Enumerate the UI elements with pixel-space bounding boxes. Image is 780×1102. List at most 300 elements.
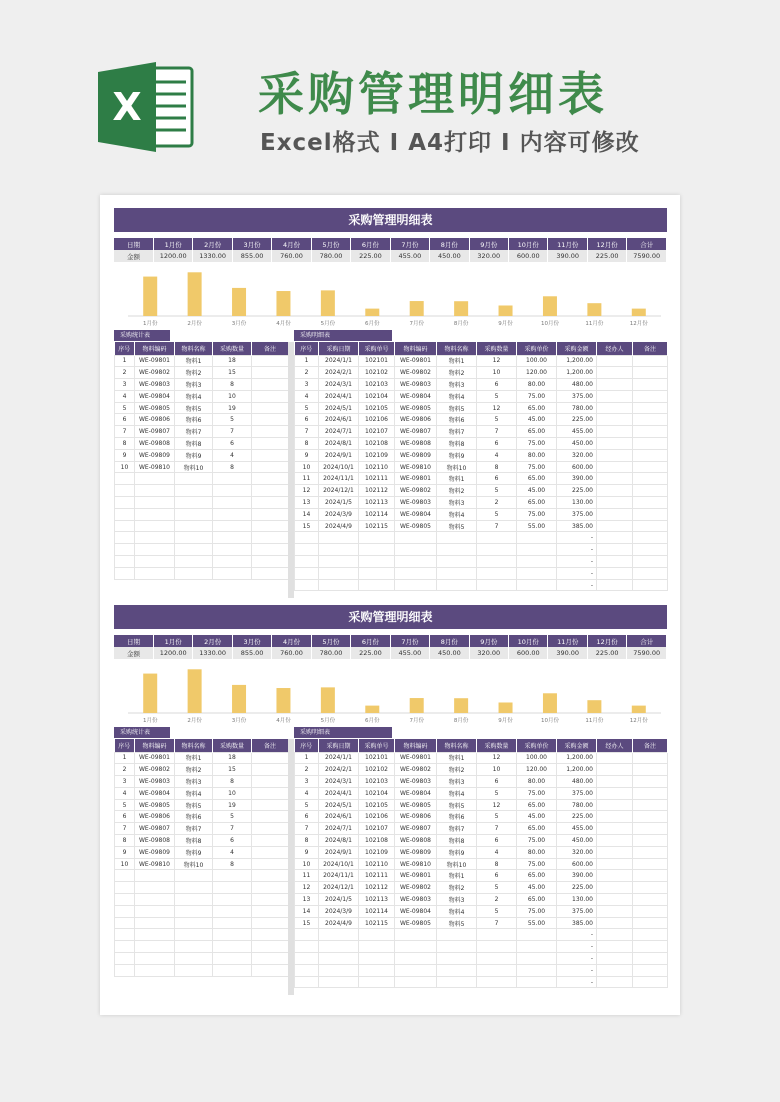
detail-cell: 120.00 — [517, 367, 557, 379]
detail-cell — [633, 835, 668, 847]
detail-cell — [633, 367, 668, 379]
detail-cell — [597, 905, 633, 917]
detail-cell: WE-09810 — [395, 461, 437, 473]
sheet-page-1 — [114, 208, 667, 598]
stats-cell — [252, 402, 289, 414]
stats-row — [115, 473, 289, 485]
detail-cell: 385.00 — [557, 917, 597, 929]
detail-cell: 102105 — [359, 402, 395, 414]
detail-cell: WE-09807 — [395, 823, 437, 835]
stats-cell: 物料9 — [175, 846, 213, 858]
stats-cell — [252, 870, 289, 882]
stats-cell: 15 — [213, 764, 252, 776]
chart-bar — [188, 669, 202, 713]
detail-cell — [517, 556, 557, 568]
stats-row — [115, 776, 289, 788]
stats-cell — [135, 497, 175, 509]
chart-bar — [276, 291, 290, 316]
detail-header-cell: 经办人 — [597, 342, 633, 355]
stats-cell — [252, 532, 289, 544]
stats-cell — [252, 567, 289, 579]
stats-cell — [252, 799, 289, 811]
detail-cell: WE-09805 — [395, 799, 437, 811]
detail-cell — [633, 953, 668, 965]
stats-row — [115, 390, 289, 402]
stats-cell: 3 — [115, 379, 135, 391]
detail-cell — [295, 579, 319, 591]
detail-cell: 物料2 — [437, 367, 477, 379]
detail-cell — [597, 799, 633, 811]
detail-cell: 102102 — [359, 367, 395, 379]
detail-cell: 75.00 — [517, 508, 557, 520]
detail-cell: 2024/10/1 — [319, 858, 359, 870]
detail-cell: 5 — [295, 402, 319, 414]
chart-tick-label: 8月份 — [453, 718, 469, 724]
detail-cell: 2024/8/1 — [319, 835, 359, 847]
stats-cell — [175, 473, 213, 485]
detail-row — [295, 426, 668, 438]
stats-cell — [252, 941, 289, 953]
detail-cell: 6 — [477, 870, 517, 882]
stats-cell — [213, 473, 252, 485]
detail-cell: 455.00 — [557, 426, 597, 438]
chart-bar — [232, 685, 246, 713]
detail-cell — [597, 953, 633, 965]
detail-cell: 物料1 — [437, 870, 477, 882]
chart-tick-label: 8月份 — [453, 321, 469, 327]
chart-bar — [410, 698, 424, 713]
chart-bar — [499, 702, 513, 713]
detail-cell: WE-09804 — [395, 508, 437, 520]
detail-cell — [359, 567, 395, 579]
detail-cell — [477, 953, 517, 965]
stats-header-cell: 采购数量 — [213, 342, 252, 355]
stats-cell: 10 — [115, 858, 135, 870]
detail-cell: 7 — [477, 917, 517, 929]
stats-cell: 2 — [115, 764, 135, 776]
chart-bar — [188, 272, 202, 316]
detail-cell — [319, 929, 359, 941]
detail-cell — [359, 544, 395, 556]
stats-cell: 5 — [115, 799, 135, 811]
chart-tick-label: 10月份 — [540, 718, 559, 724]
stats-cell — [252, 485, 289, 497]
detail-cell: 8 — [295, 835, 319, 847]
detail-cell: 375.00 — [557, 905, 597, 917]
stats-cell: 4 — [115, 787, 135, 799]
detail-cell: 130.00 — [557, 497, 597, 509]
detail-cell: 10 — [295, 858, 319, 870]
stats-row — [115, 917, 289, 929]
detail-cell: 75.00 — [517, 835, 557, 847]
stats-header-cell: 物料编码 — [135, 739, 175, 752]
stats-cell: 物料2 — [175, 764, 213, 776]
detail-cell: 物料9 — [437, 846, 477, 858]
detail-header-cell: 备注 — [633, 342, 668, 355]
detail-cell: 6 — [477, 438, 517, 450]
detail-cell: 2024/1/1 — [319, 752, 359, 764]
stats-cell — [135, 556, 175, 568]
detail-cell — [437, 579, 477, 591]
month-amount-cell: 455.00 — [390, 647, 429, 659]
detail-cell: 5 — [295, 799, 319, 811]
stats-row — [115, 823, 289, 835]
detail-cell — [597, 835, 633, 847]
month-amount-cell: 855.00 — [232, 647, 271, 659]
stats-cell: WE-09809 — [135, 846, 175, 858]
detail-cell: - — [557, 544, 597, 556]
stats-cell: WE-09810 — [135, 858, 175, 870]
stats-cell: 5 — [213, 414, 252, 426]
detail-row — [295, 402, 668, 414]
month-amount-cell: 600.00 — [509, 250, 548, 262]
detail-row — [295, 485, 668, 497]
detail-cell — [633, 414, 668, 426]
month-header-cell: 5月份 — [311, 635, 350, 647]
stats-cell — [135, 485, 175, 497]
detail-cell — [319, 941, 359, 953]
stats-cell — [115, 485, 135, 497]
detail-cell: 11 — [295, 870, 319, 882]
sheet-banner: 采购管理明细表 — [114, 605, 667, 629]
stats-row — [115, 567, 289, 579]
detail-cell: 225.00 — [557, 414, 597, 426]
detail-cell: 75.00 — [517, 461, 557, 473]
detail-cell: 80.00 — [517, 846, 557, 858]
detail-cell: 320.00 — [557, 846, 597, 858]
detail-row — [295, 752, 668, 764]
chart-tick-label: 1月份 — [142, 321, 158, 327]
detail-cell — [633, 355, 668, 367]
detail-header-cell: 采购金额 — [557, 342, 597, 355]
detail-cell — [633, 929, 668, 941]
stats-row — [115, 835, 289, 847]
detail-cell: WE-09804 — [395, 905, 437, 917]
detail-cell: 102106 — [359, 414, 395, 426]
detail-cell — [633, 497, 668, 509]
detail-cell: WE-09808 — [395, 835, 437, 847]
detail-cell: 480.00 — [557, 776, 597, 788]
stats-cell — [252, 787, 289, 799]
detail-cell: WE-09801 — [395, 355, 437, 367]
stats-cell: 物料8 — [175, 438, 213, 450]
detail-cell — [633, 752, 668, 764]
sheet-banner: 采购管理明细表 — [114, 208, 667, 232]
detail-cell — [477, 544, 517, 556]
detail-row — [295, 379, 668, 391]
detail-cell — [633, 799, 668, 811]
detail-cell — [437, 964, 477, 976]
stats-cell — [213, 497, 252, 509]
detail-cell: 物料4 — [437, 508, 477, 520]
month-amount-cell: 金额 — [114, 647, 153, 659]
month-amount-cell: 7590.00 — [627, 647, 667, 659]
detail-cell — [633, 461, 668, 473]
month-header-cell: 1月份 — [153, 635, 192, 647]
detail-cell — [437, 556, 477, 568]
detail-cell — [597, 964, 633, 976]
chart-tick-label: 2月份 — [187, 718, 202, 724]
detail-cell — [633, 485, 668, 497]
month-header-cell: 9月份 — [469, 238, 508, 250]
detail-header-cell: 备注 — [633, 739, 668, 752]
detail-cell — [633, 379, 668, 391]
detail-cell — [597, 929, 633, 941]
stats-cell: 物料1 — [175, 355, 213, 367]
stats-cell: 7 — [115, 823, 135, 835]
detail-cell: 65.00 — [517, 823, 557, 835]
detail-cell: 1 — [295, 752, 319, 764]
detail-cell: 120.00 — [517, 764, 557, 776]
stats-cell: WE-09804 — [135, 787, 175, 799]
detail-cell — [319, 579, 359, 591]
stats-cell — [213, 544, 252, 556]
detail-cell — [633, 846, 668, 858]
detail-cell — [517, 544, 557, 556]
detail-cell: 65.00 — [517, 473, 557, 485]
detail-cell: 2024/9/1 — [319, 846, 359, 858]
detail-row — [295, 976, 668, 988]
detail-cell — [633, 894, 668, 906]
stats-cell — [175, 929, 213, 941]
detail-cell: WE-09802 — [395, 882, 437, 894]
detail-cell: WE-09802 — [395, 367, 437, 379]
stats-row — [115, 497, 289, 509]
stats-header-cell: 序号 — [115, 739, 135, 752]
excel-logo-icon — [98, 62, 196, 152]
stats-cell: WE-09808 — [135, 835, 175, 847]
detail-header-cell: 物料编码 — [395, 342, 437, 355]
stats-cell: 物料10 — [175, 858, 213, 870]
month-header-cell: 6月份 — [351, 635, 390, 647]
stats-table-title: 采购统计表 — [114, 330, 170, 341]
detail-cell: 390.00 — [557, 870, 597, 882]
stats-cell — [175, 894, 213, 906]
detail-cell — [437, 941, 477, 953]
stats-cell — [252, 764, 289, 776]
stats-cell — [252, 752, 289, 764]
detail-cell — [633, 964, 668, 976]
stats-cell: 物料4 — [175, 787, 213, 799]
detail-cell: 102103 — [359, 776, 395, 788]
detail-cell: WE-09801 — [395, 473, 437, 485]
stats-table-title: 采购统计表 — [114, 727, 170, 738]
detail-cell: 10 — [477, 367, 517, 379]
detail-row — [295, 520, 668, 532]
detail-cell: 物料4 — [437, 787, 477, 799]
detail-cell — [597, 379, 633, 391]
detail-cell: 4 — [477, 449, 517, 461]
stats-cell — [175, 870, 213, 882]
detail-cell: WE-09806 — [395, 414, 437, 426]
detail-row — [295, 905, 668, 917]
detail-cell — [597, 870, 633, 882]
detail-cell — [295, 929, 319, 941]
stats-cell — [175, 905, 213, 917]
detail-cell: 375.00 — [557, 787, 597, 799]
stats-cell — [252, 508, 289, 520]
detail-row — [295, 917, 668, 929]
stats-row — [115, 953, 289, 965]
detail-row — [295, 355, 668, 367]
detail-cell — [597, 544, 633, 556]
chart-tick-label: 4月份 — [276, 321, 291, 327]
detail-table-title: 采购明细表 — [294, 727, 392, 738]
stats-cell: 19 — [213, 402, 252, 414]
stats-table — [114, 342, 289, 580]
stats-cell — [175, 917, 213, 929]
detail-header-cell: 采购数量 — [477, 739, 517, 752]
stats-cell — [115, 508, 135, 520]
detail-cell: 2024/6/1 — [319, 811, 359, 823]
stats-cell — [252, 894, 289, 906]
stats-cell — [115, 964, 135, 976]
stats-cell — [213, 870, 252, 882]
detail-cell: 225.00 — [557, 811, 597, 823]
stats-cell — [252, 929, 289, 941]
detail-cell: 2024/12/1 — [319, 882, 359, 894]
detail-cell: 2024/10/1 — [319, 461, 359, 473]
stats-table — [114, 739, 289, 977]
stats-cell — [115, 941, 135, 953]
detail-cell: 102103 — [359, 379, 395, 391]
stats-cell — [135, 964, 175, 976]
detail-cell: 80.00 — [517, 449, 557, 461]
stats-cell — [175, 953, 213, 965]
detail-cell — [633, 917, 668, 929]
detail-cell — [517, 929, 557, 941]
stats-cell: 物料6 — [175, 811, 213, 823]
detail-cell — [633, 579, 668, 591]
detail-cell: 4 — [295, 390, 319, 402]
stats-cell — [213, 485, 252, 497]
detail-cell: 5 — [477, 882, 517, 894]
detail-cell — [597, 402, 633, 414]
stats-row — [115, 882, 289, 894]
stats-header-cell: 物料名称 — [175, 342, 213, 355]
stats-row — [115, 449, 289, 461]
detail-cell — [295, 953, 319, 965]
stats-row — [115, 426, 289, 438]
detail-cell: 物料2 — [437, 882, 477, 894]
stats-cell: 7 — [213, 823, 252, 835]
stats-cell — [115, 953, 135, 965]
detail-cell — [295, 964, 319, 976]
detail-cell: - — [557, 941, 597, 953]
stats-cell — [175, 497, 213, 509]
detail-cell: 600.00 — [557, 858, 597, 870]
stats-cell — [175, 882, 213, 894]
detail-cell: 102110 — [359, 461, 395, 473]
detail-cell: 4 — [477, 846, 517, 858]
stats-cell — [175, 941, 213, 953]
stats-row — [115, 485, 289, 497]
month-header-cell: 12月份 — [587, 635, 626, 647]
detail-cell: 100.00 — [517, 752, 557, 764]
detail-cell: - — [557, 964, 597, 976]
stats-cell — [252, 461, 289, 473]
logo-letter: X — [112, 85, 142, 129]
stats-cell: 物料7 — [175, 426, 213, 438]
month-header-cell: 2月份 — [193, 238, 232, 250]
stats-row — [115, 379, 289, 391]
detail-cell: 物料1 — [437, 473, 477, 485]
detail-cell: 375.00 — [557, 390, 597, 402]
month-header-cell: 8月份 — [430, 635, 469, 647]
detail-cell — [437, 544, 477, 556]
chart-bar — [143, 674, 157, 713]
detail-cell: 102113 — [359, 894, 395, 906]
chart-bar — [365, 309, 379, 316]
stats-cell: 9 — [115, 846, 135, 858]
stats-cell — [252, 846, 289, 858]
detail-cell: 1,200.00 — [557, 367, 597, 379]
detail-cell — [597, 579, 633, 591]
stats-row — [115, 764, 289, 776]
stats-cell: WE-09810 — [135, 461, 175, 473]
detail-row — [295, 811, 668, 823]
detail-header-cell: 物料名称 — [437, 739, 477, 752]
detail-cell: 2 — [477, 894, 517, 906]
stats-row — [115, 941, 289, 953]
detail-cell — [395, 976, 437, 988]
month-header-cell: 10月份 — [509, 238, 548, 250]
stats-row — [115, 556, 289, 568]
detail-cell: 102106 — [359, 811, 395, 823]
detail-cell: 75.00 — [517, 905, 557, 917]
detail-cell: WE-09803 — [395, 894, 437, 906]
stats-cell: 物料7 — [175, 823, 213, 835]
chart-tick-label: 3月份 — [231, 718, 247, 724]
detail-cell — [633, 811, 668, 823]
detail-cell: 5 — [477, 811, 517, 823]
stats-cell: 物料3 — [175, 776, 213, 788]
detail-cell: 物料5 — [437, 917, 477, 929]
detail-cell: 80.00 — [517, 776, 557, 788]
detail-cell: 8 — [477, 858, 517, 870]
detail-cell: WE-09801 — [395, 870, 437, 882]
stats-cell: WE-09803 — [135, 776, 175, 788]
detail-row — [295, 390, 668, 402]
detail-cell: 3 — [295, 379, 319, 391]
detail-cell — [295, 532, 319, 544]
stats-cell — [213, 894, 252, 906]
stats-cell: 物料5 — [175, 402, 213, 414]
stats-cell — [252, 355, 289, 367]
detail-cell — [395, 941, 437, 953]
stats-cell: 5 — [115, 402, 135, 414]
stats-cell — [175, 485, 213, 497]
detail-cell: 80.00 — [517, 379, 557, 391]
detail-cell: 102108 — [359, 835, 395, 847]
detail-cell: 102105 — [359, 799, 395, 811]
stats-cell — [135, 567, 175, 579]
detail-cell: 2 — [295, 367, 319, 379]
stats-cell — [213, 532, 252, 544]
stats-cell — [135, 544, 175, 556]
stats-cell: 10 — [213, 390, 252, 402]
detail-cell: WE-09805 — [395, 402, 437, 414]
stats-cell: 物料4 — [175, 390, 213, 402]
detail-row — [295, 882, 668, 894]
stats-cell: 2 — [115, 367, 135, 379]
detail-cell — [477, 556, 517, 568]
stats-cell — [252, 438, 289, 450]
detail-cell — [633, 858, 668, 870]
chart-tick-label: 5月份 — [320, 321, 336, 327]
stats-cell: 8 — [213, 858, 252, 870]
detail-cell: 物料8 — [437, 438, 477, 450]
